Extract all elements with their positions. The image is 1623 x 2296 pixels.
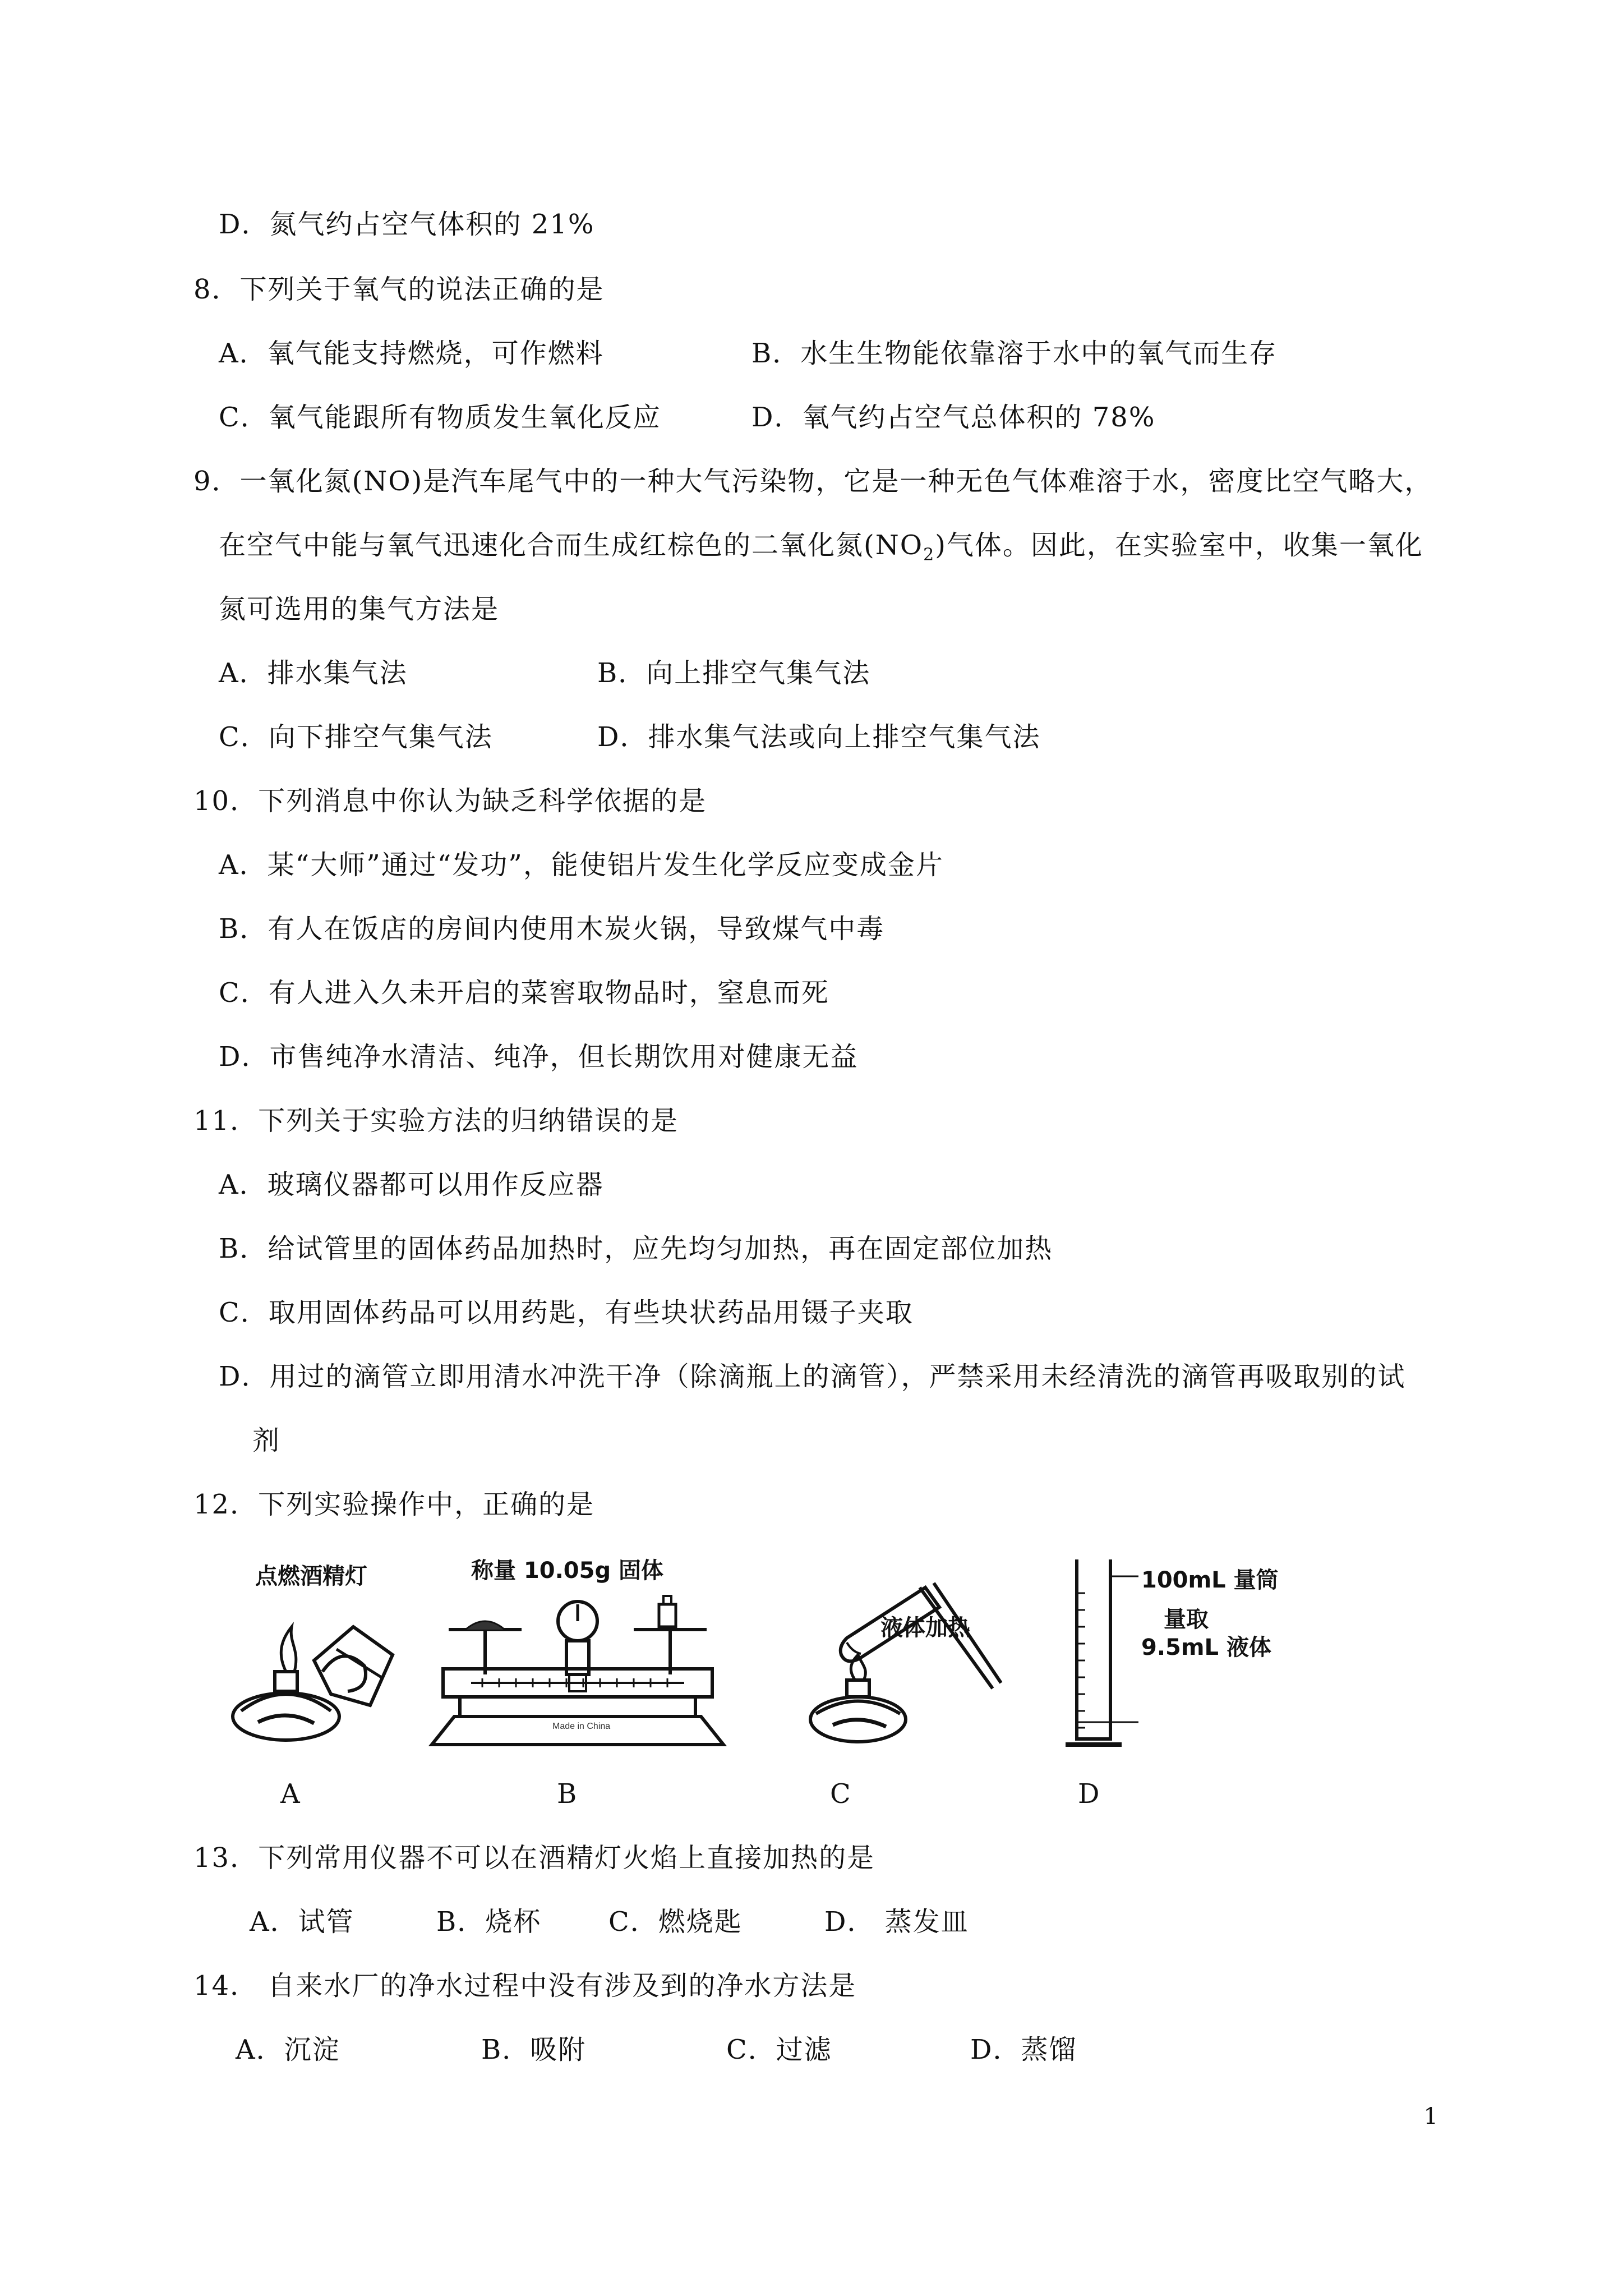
q8-option-d: D．氧气约占空气总体积的 78% <box>751 402 1156 433</box>
q10-option-a: A．某“大师”通过“发功”，能使铝片发生化学反应变成金片 <box>219 849 944 881</box>
fig-label-a: A <box>280 1778 300 1810</box>
q10-option-c: C．有人进入久未开启的菜窖取物品时，窒息而死 <box>219 977 829 1009</box>
q9-stem-line1: 9．一氧化氮(NO)是汽车尾气中的一种大气污染物，它是一种无色气体难溶于水，密度比空气略大， <box>193 466 1433 497</box>
q11-option-a: A．玻璃仪器都可以用作反应器 <box>219 1169 604 1200</box>
fig-b-caption: 称量 10.05g 固体 <box>471 1558 664 1584</box>
q13-option-b: B．烧杯 <box>436 1906 542 1938</box>
q14-option-c: C．过滤 <box>726 2034 832 2065</box>
fig-d-caption-3: 9.5mL 液体 <box>1141 1635 1271 1660</box>
fig-b-scale-text: Made in China <box>552 1722 611 1731</box>
fig-d-graduated-cylinder-image <box>1066 1554 1144 1750</box>
q9-option-a: A．排水集气法 <box>219 657 408 689</box>
q13-option-a: A．试管 <box>250 1906 354 1938</box>
q10-stem: 10．下列消息中你认为缺乏科学依据的是 <box>193 785 707 817</box>
q11-stem: 11．下列关于实验方法的归纳错误的是 <box>193 1105 679 1137</box>
q10-option-b: B．有人在饭店的房间内使用木炭火锅，导致煤气中毒 <box>219 913 885 945</box>
q14-stem: 14． 自来水厂的净水过程中没有涉及到的净水方法是 <box>193 1970 857 2001</box>
fig-b-balance-image <box>426 1582 740 1750</box>
fig-label-b: B <box>557 1778 577 1810</box>
page-number: 1 <box>1423 2104 1438 2129</box>
q9-stem-line2: 在空气中能与氧气迅速化合而生成红棕色的二氧化氮$(NO_2)$气体。因此，在实验室中，收集一氧化 <box>219 530 1423 565</box>
q9-option-b: B．向上排空气集气法 <box>597 657 871 689</box>
fig-a-lighting-lamp-image <box>224 1593 404 1745</box>
q11-option-d-line2: 剂 <box>252 1425 281 1456</box>
fig-label-c: C <box>830 1778 851 1810</box>
q7-option-d: D．氮气约占空气体积的 21% <box>219 209 595 240</box>
q9-stem-line3: 氮可选用的集气方法是 <box>219 593 500 625</box>
q14-option-d: D．蒸馏 <box>970 2034 1077 2065</box>
q9-option-d: D．排水集气法或向上排空气集气法 <box>597 721 1041 753</box>
q12-stem: 12．下列实验操作中，正确的是 <box>193 1489 595 1520</box>
fig-d-caption-1: 100mL 量筒 <box>1141 1567 1279 1593</box>
fig-c-liquid-heating-image <box>808 1571 1021 1750</box>
q13-option-d: D． 蒸发皿 <box>824 1906 969 1938</box>
fig-label-d: D <box>1078 1778 1100 1810</box>
q8-stem: 8．下列关于氧气的说法正确的是 <box>193 274 605 305</box>
q14-option-a: A．沉淀 <box>236 2034 340 2065</box>
q9-option-c: C．向下排空气集气法 <box>219 721 493 753</box>
fig-a-caption: 点燃酒精灯 <box>255 1563 367 1589</box>
q13-option-c: C．燃烧匙 <box>608 1906 743 1938</box>
q8-option-c: C．氧气能跟所有物质发生氧化反应 <box>219 402 661 433</box>
q10-option-d: D．市售纯净水清洁、纯净，但长期饮用对健康无益 <box>219 1041 859 1073</box>
q13-stem: 13．下列常用仪器不可以在酒精灯火焰上直接加热的是 <box>193 1842 875 1874</box>
q14-option-b: B．吸附 <box>481 2034 587 2065</box>
q8-option-b: B．水生生物能依靠溶于水中的氧气而生存 <box>751 338 1278 369</box>
fig-c-caption: 液体加热 <box>880 1615 970 1641</box>
q8-option-a: A．氧气能支持燃烧，可作燃料 <box>219 338 604 369</box>
q11-option-b: B．给试管里的固体药品加热时，应先均匀加热，再在固定部位加热 <box>219 1233 1053 1264</box>
fig-d-caption-2: 量取 <box>1164 1607 1209 1632</box>
q11-option-d-line1: D．用过的滴管立即用清水冲洗干净（除滴瓶上的滴管），严禁采用未经清洗的滴管再吸取别的试 <box>219 1361 1406 1392</box>
q11-option-c: C．取用固体药品可以用药匙，有些块状药品用镊子夹取 <box>219 1297 914 1328</box>
